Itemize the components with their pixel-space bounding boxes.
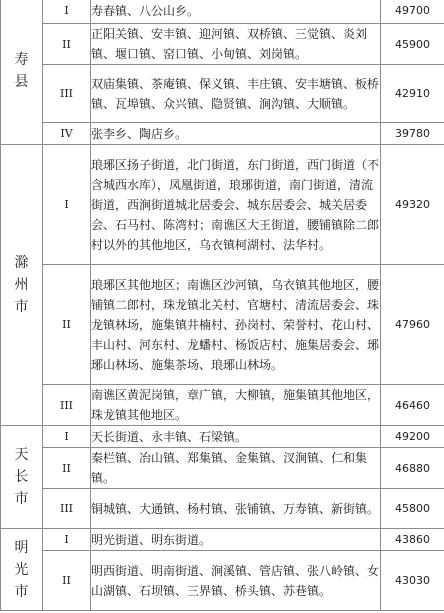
area-cell: 寿春镇、八公山乡。 xyxy=(91,0,381,24)
price-cell: 47960 xyxy=(381,265,444,385)
table-row xyxy=(1,123,444,145)
region-name: 寿县 xyxy=(14,52,29,90)
table-row xyxy=(1,145,444,265)
table-row xyxy=(1,426,444,448)
table-row xyxy=(1,0,444,24)
table-row xyxy=(1,385,444,426)
price-cell: 39780 xyxy=(381,123,444,145)
class-cell: IV xyxy=(43,123,91,145)
class-cell: III xyxy=(43,385,91,426)
class-cell: II xyxy=(43,24,91,65)
price-cell: 43860 xyxy=(381,529,444,551)
class-cell: I xyxy=(43,426,91,448)
area-cell: 琅琊区扬子街道，北门街道，东门街道，西门街道（不含城西水库），凤凰街道，琅琊街道，南门街道，清流街道，西涧街道城北居委会、城东居委会、城关居委会、石马村、陈湾村；南谯区大王街道，腰铺镇除二郎村以外的其他地区，乌衣镇柯湖村、法华村。 xyxy=(91,145,381,265)
area-cell: 明光街道、明东街道。 xyxy=(91,529,381,551)
table-row xyxy=(1,65,444,123)
area-cell: 秦栏镇、冶山镇、郑集镇、金集镇、汊涧镇、仁和集镇。 xyxy=(91,448,381,489)
price-cell: 45800 xyxy=(381,489,444,529)
area-cell: 双庙集镇、茶庵镇、保义镇、丰庄镇、安丰塘镇、板桥镇、瓦埠镇、众兴镇、隐贤镇、涧沟镇、大顺镇。 xyxy=(91,65,381,123)
area-cell: 正阳关镇、安丰镇、迎河镇、双桥镇、三觉镇、炎刘镇、堰口镇、窑口镇、小甸镇、刘岗镇。 xyxy=(91,24,381,65)
area-cell: 天长街道、永丰镇、石梁镇。 xyxy=(91,426,381,448)
price-cell: 42910 xyxy=(381,65,444,123)
class-cell: III xyxy=(43,489,91,529)
class-cell: I xyxy=(43,529,91,551)
area-cell: 明西街道、明南街道、涧溪镇、管店镇、张八岭镇、女山湖镇、石坝镇、三界镇、桥头镇、苏巷镇。 xyxy=(91,551,381,611)
class-cell: II xyxy=(43,448,91,489)
class-cell: II xyxy=(43,551,91,611)
table-row xyxy=(1,265,444,385)
price-cell: 49320 xyxy=(381,145,444,265)
area-cell: 张李乡、陶店乡。 xyxy=(91,123,381,145)
table-row xyxy=(1,24,444,65)
table-body xyxy=(1,0,444,611)
class-cell: II xyxy=(43,265,91,385)
price-cell: 49700 xyxy=(381,0,444,24)
price-cell: 49200 xyxy=(381,426,444,448)
class-cell: I xyxy=(43,145,91,265)
table-row xyxy=(1,448,444,489)
price-cell: 46460 xyxy=(381,385,444,426)
region-name: 明光市 xyxy=(14,539,29,600)
area-cell: 琅琊区其他地区；南谯区沙河镇，乌衣镇其他地区，腰铺镇二郎村，珠龙镇北关村、官塘村、清流居委会、珠龙镇林场，施集镇井楠村、孙岗村、荣誉村、花山村、丰山村、河东村、龙蟠村、杨饭店村、施集居委会、琊琊山林场、施集茶场、琅琊山林场。 xyxy=(91,265,381,385)
table-row xyxy=(1,489,444,529)
price-cell: 45900 xyxy=(381,24,444,65)
class-cell: III xyxy=(43,65,91,123)
table-row xyxy=(1,529,444,551)
area-cell: 铜城镇、大通镇、杨村镇、张铺镇、万寿镇、新街镇。 xyxy=(91,489,381,529)
region-name: 天长市 xyxy=(14,447,29,507)
area-cell: 南谯区黄泥岗镇，章广镇，大柳镇，施集镇其他地区，珠龙镇其他地区。 xyxy=(91,385,381,426)
region-cell xyxy=(1,529,43,611)
region-cell xyxy=(1,426,43,529)
region-cell xyxy=(1,145,43,426)
price-cell: 43030 xyxy=(381,551,444,611)
class-cell: I xyxy=(43,0,91,24)
region-name: 滁州市 xyxy=(14,255,29,315)
region-cell xyxy=(1,0,43,145)
price-cell: 46880 xyxy=(381,448,444,489)
table-row xyxy=(1,551,444,611)
